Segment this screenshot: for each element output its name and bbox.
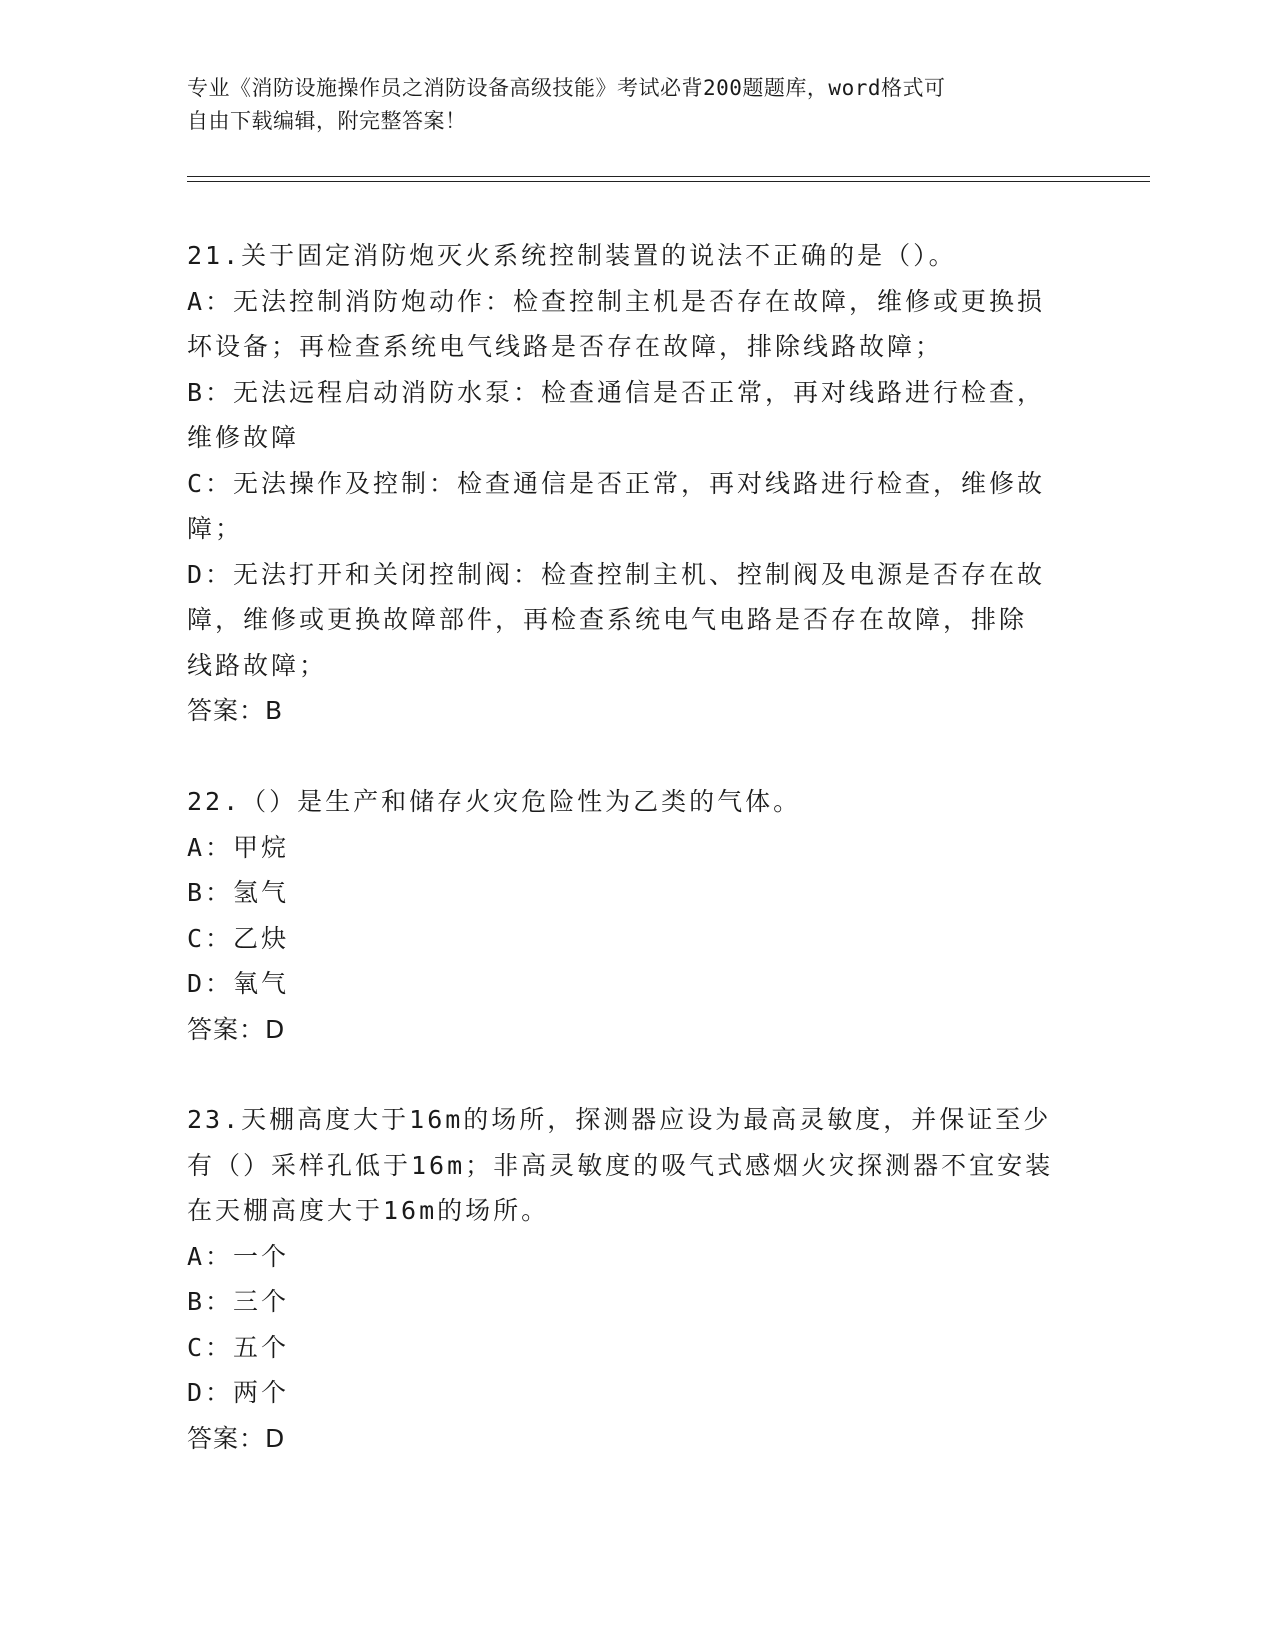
question-23-answer: 答案：D [187, 1423, 286, 1453]
question-22-option-c: C：乙炔 [187, 923, 290, 953]
question-23-option-a: A：一个 [187, 1241, 290, 1271]
question-21-option-a-cont: 坏设备；再检查系统电气线路是否存在故障，排除线路故障； [187, 332, 944, 361]
question-23 [187, 1097, 1087, 1461]
header-line-1: 专业《消防设施操作员之消防设备高级技能》考试必背200题题库，word格式可 [187, 76, 946, 100]
header-line-2: 自由下载编辑，附完整答案！ [187, 109, 467, 133]
header-divider-top [187, 176, 1150, 177]
question-22-option-a: A：甲烷 [187, 832, 290, 862]
question-23-stem-cont: 有（）采样孔低于16m；非高灵敏度的吸气式感烟火灾探测器不宜安装 [187, 1150, 1054, 1180]
question-21-option-d-cont-2: 线路故障； [187, 650, 328, 680]
question-21-option-b-cont: 维修故障 [187, 423, 300, 452]
question-22-answer: 答案：D [187, 1014, 286, 1044]
question-22-option-d: D：氧气 [187, 969, 290, 998]
question-21-option-b: B：无法远程启动消防水泵：检查通信是否正常，再对线路进行检查， [187, 377, 1046, 407]
question-21-option-d-cont: 障，维修或更换故障部件，再检查系统电气电路是否存在故障，排除 [187, 605, 1028, 634]
question-21 [187, 233, 1087, 734]
question-21-option-c: C：无法操作及控制：检查通信是否正常，再对线路进行检查，维修故 [187, 468, 1046, 498]
question-23-option-c: C：五个 [187, 1332, 290, 1362]
question-23-stem: 23.天棚高度大于16m的场所，探测器应设为最高灵敏度，并保证至少 [187, 1105, 1052, 1134]
question-23-stem-cont-2: 在天棚高度大于16m的场所。 [187, 1196, 550, 1225]
question-21-answer: 答案：B [187, 696, 284, 725]
question-22 [187, 779, 1087, 1052]
question-22-option-b: B：氢气 [187, 878, 290, 907]
question-21-option-a: A：无法控制消防炮动作：检查控制主机是否存在故障，维修或更换损 [187, 286, 1046, 316]
document-header [187, 72, 1087, 138]
question-23-option-b: B：三个 [187, 1287, 290, 1316]
header-divider-bottom [187, 181, 1150, 182]
question-23-option-d: D：两个 [187, 1378, 290, 1407]
question-22-stem: 22.（）是生产和储存火灾危险性为乙类的气体。 [187, 787, 802, 816]
question-21-option-d: D：无法打开和关闭控制阀：检查控制主机、控制阀及电源是否存在故 [187, 559, 1046, 589]
question-21-stem: 21.关于固定消防炮灭火系统控制装置的说法不正确的是（）。 [187, 241, 957, 270]
question-21-option-c-cont: 障； [187, 514, 244, 543]
